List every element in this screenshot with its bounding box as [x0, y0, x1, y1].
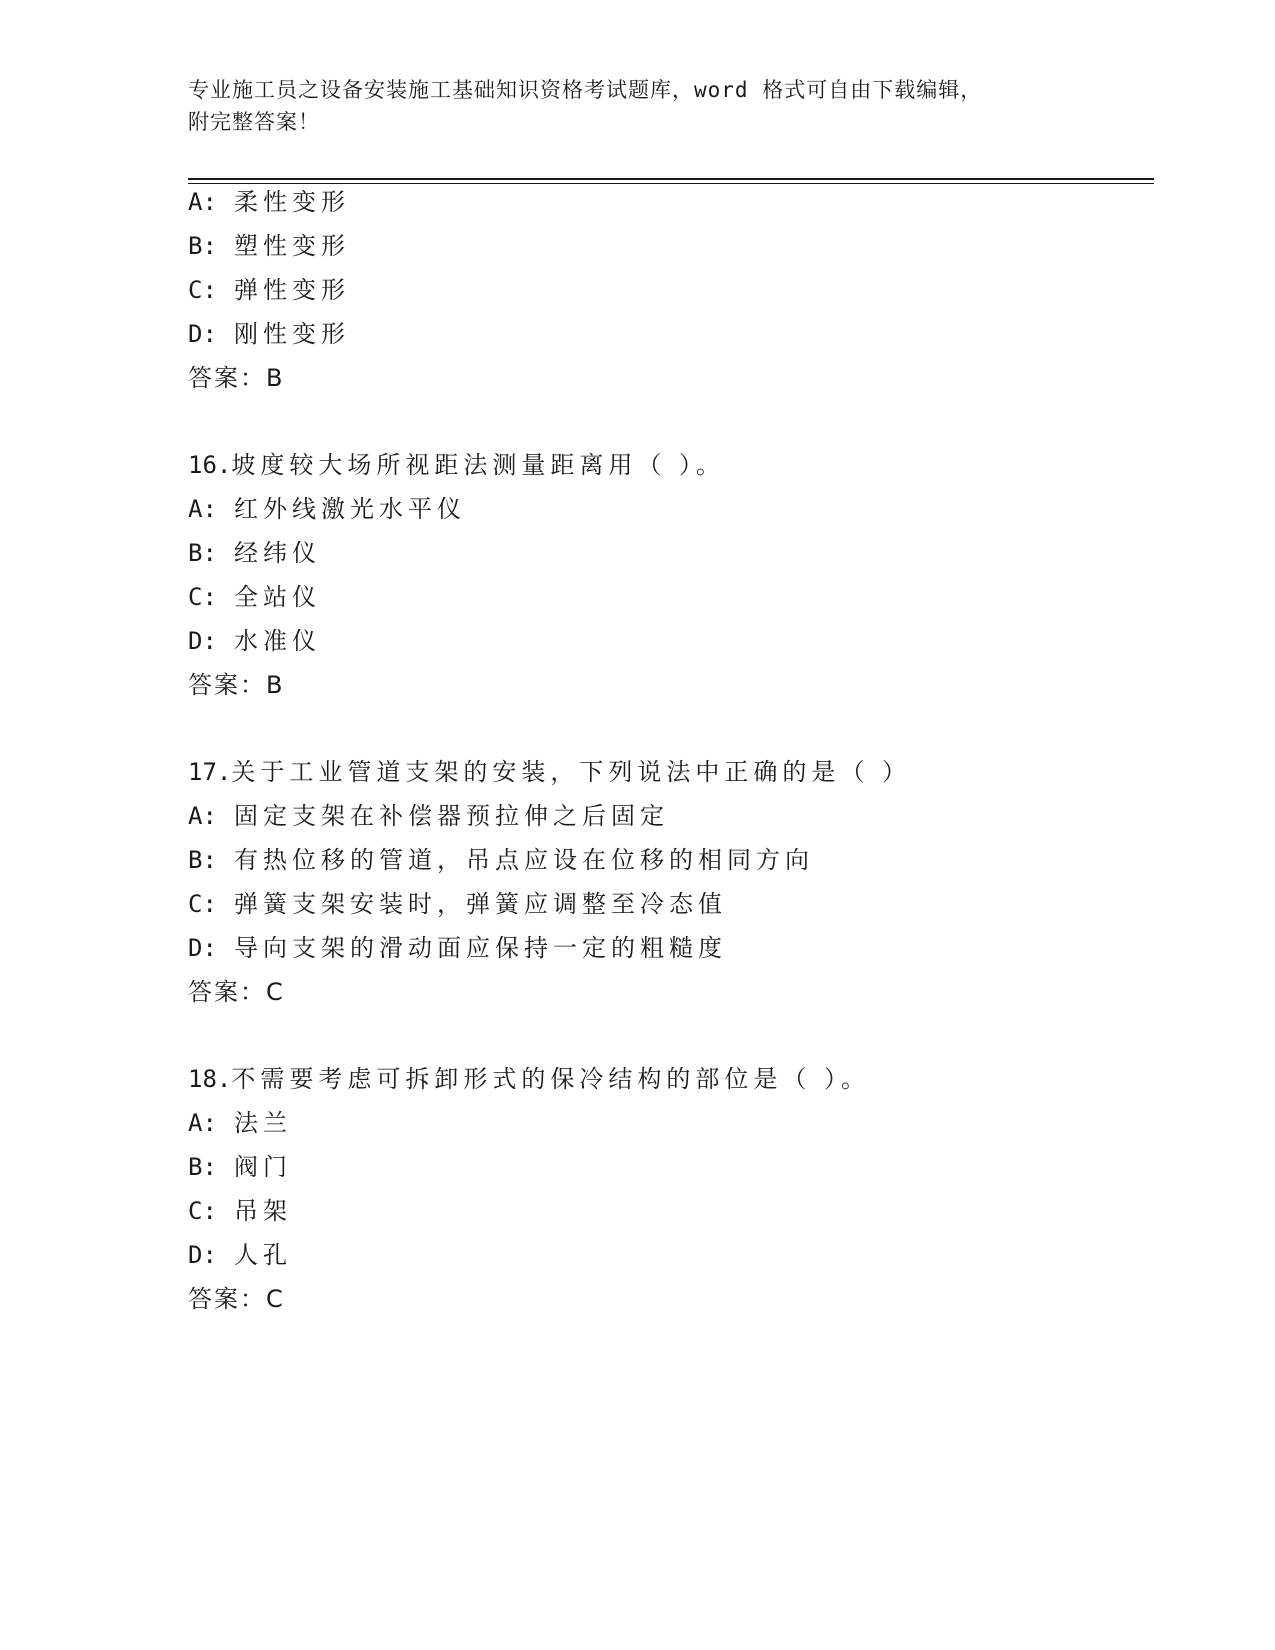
q16-option-a — [188, 494, 466, 524]
option-text: 柔性变形 — [234, 188, 350, 216]
q18-option-b — [188, 1152, 292, 1182]
q17-option-b — [188, 845, 814, 875]
question-text: 坡度较大场所视距法测量距离用（ ）。 — [231, 451, 725, 479]
q16-stem — [188, 450, 725, 480]
q18-stem — [188, 1064, 870, 1094]
option-text: 塑性变形 — [234, 232, 350, 260]
question-number: 16. — [188, 451, 232, 479]
q16-option-d — [188, 626, 321, 656]
q16-answer: 答案：B — [188, 671, 285, 699]
option-text: 水准仪 — [234, 627, 321, 655]
option-key: A: — [188, 1109, 217, 1137]
option-text: 吊架 — [234, 1197, 292, 1225]
option-text: 全站仪 — [234, 583, 321, 611]
q17-option-c — [188, 889, 727, 919]
q15-answer: 答案：B — [188, 364, 285, 392]
header-line-2: 附完整答案！ — [188, 110, 320, 134]
q18-answer: 答案：C — [188, 1285, 285, 1313]
q17-option-d — [188, 933, 727, 963]
header-line-1: 专业施工员之设备安装施工基础知识资格考试题库，word 格式可自由下载编辑， — [188, 78, 983, 102]
q18-option-a — [188, 1108, 292, 1138]
option-text: 经纬仪 — [234, 539, 321, 567]
question-number: 17. — [188, 758, 232, 786]
option-text: 人孔 — [234, 1241, 292, 1269]
option-key: B: — [188, 539, 217, 567]
option-text: 红外线激光水平仪 — [234, 495, 466, 523]
option-key: D: — [188, 1241, 217, 1269]
q16-option-c — [188, 582, 321, 612]
option-text: 法兰 — [234, 1109, 292, 1137]
option-key: C: — [188, 890, 217, 918]
option-text: 导向支架的滑动面应保持一定的粗糙度 — [234, 934, 727, 962]
option-key: B: — [188, 846, 217, 874]
option-text: 弹性变形 — [234, 276, 350, 304]
header-divider-thick — [188, 178, 1154, 180]
question-text: 不需要考虑可拆卸形式的保冷结构的部位是（ ）。 — [231, 1065, 870, 1093]
option-key: B: — [188, 1153, 217, 1181]
q18-option-d — [188, 1240, 292, 1270]
option-text: 固定支架在补偿器预拉伸之后固定 — [234, 802, 669, 830]
question-text: 关于工业管道支架的安装，下列说法中正确的是（ ） — [231, 758, 911, 786]
q17-option-a — [188, 801, 669, 831]
q18-option-c — [188, 1196, 292, 1226]
option-key: C: — [188, 1197, 217, 1225]
option-text: 有热位移的管道，吊点应设在位移的相同方向 — [234, 846, 814, 874]
q15-option-d — [188, 319, 350, 349]
option-text: 阀门 — [234, 1153, 292, 1181]
question-number: 18. — [188, 1065, 232, 1093]
option-key: A: — [188, 188, 217, 216]
document-header — [188, 74, 1068, 138]
q17-stem — [188, 757, 911, 787]
header-divider-thin — [188, 183, 1154, 184]
q15-option-c — [188, 275, 350, 305]
q16-option-b — [188, 538, 321, 568]
q15-option-a — [188, 187, 350, 217]
option-key: D: — [188, 934, 217, 962]
option-key: B: — [188, 232, 217, 260]
q15-option-b — [188, 231, 350, 261]
option-key: C: — [188, 583, 217, 611]
option-key: D: — [188, 627, 217, 655]
q17-answer: 答案：C — [188, 978, 285, 1006]
option-key: C: — [188, 276, 217, 304]
option-key: D: — [188, 320, 217, 348]
option-key: A: — [188, 495, 217, 523]
option-key: A: — [188, 802, 217, 830]
option-text: 弹簧支架安装时，弹簧应调整至冷态值 — [234, 890, 727, 918]
option-text: 刚性变形 — [234, 320, 350, 348]
